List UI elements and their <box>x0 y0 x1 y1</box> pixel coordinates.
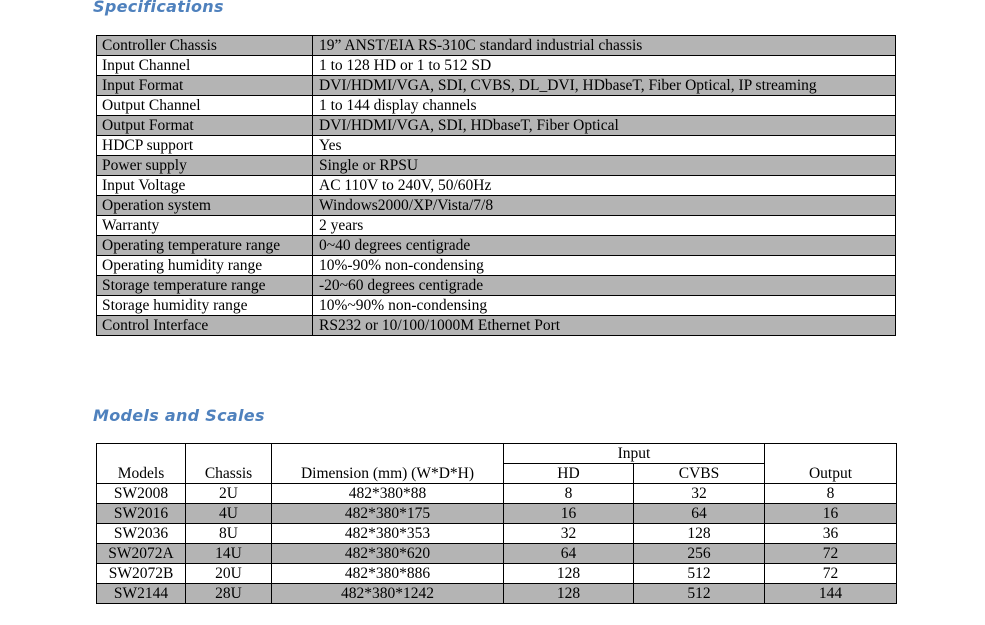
spec-label: Control Interface <box>97 316 313 336</box>
model-dimension-cell: 482*380*886 <box>272 564 504 584</box>
model-model-cell: SW2072B <box>97 564 186 584</box>
spec-label: Output Format <box>97 116 313 136</box>
model-dimension-cell: 482*380*620 <box>272 544 504 564</box>
model-row <box>97 504 897 524</box>
spec-label: Input Format <box>97 76 313 96</box>
spec-value: -20~60 degrees centigrade <box>313 276 896 296</box>
spec-value: RS232 or 10/100/1000M Ethernet Port <box>313 316 896 336</box>
spec-value: 0~40 degrees centigrade <box>313 236 896 256</box>
model-model-cell: SW2008 <box>97 484 186 504</box>
spec-row <box>97 136 896 156</box>
spec-label: Operation system <box>97 196 313 216</box>
model-row <box>97 564 897 584</box>
spec-value: 10%-90% non-condensing <box>313 256 896 276</box>
spec-row <box>97 96 896 116</box>
spec-label: Storage temperature range <box>97 276 313 296</box>
model-chassis-cell: 2U <box>186 484 272 504</box>
spec-row <box>97 116 896 136</box>
spec-row <box>97 276 896 296</box>
spec-label: HDCP support <box>97 136 313 156</box>
header-output: Output <box>765 444 897 484</box>
header-input: Input <box>504 444 765 464</box>
spec-row <box>97 256 896 276</box>
model-dimension-cell: 482*380*353 <box>272 524 504 544</box>
model-chassis-cell: 28U <box>186 584 272 604</box>
model-output-cell: 144 <box>765 584 897 604</box>
spec-label: Controller Chassis <box>97 36 313 56</box>
model-output-cell: 8 <box>765 484 897 504</box>
spec-value: AC 110V to 240V, 50/60Hz <box>313 176 896 196</box>
model-row <box>97 544 897 564</box>
header-dimension: Dimension (mm) (W*D*H) <box>272 444 504 484</box>
model-cvbs-cell: 512 <box>634 564 765 584</box>
spec-row <box>97 316 896 336</box>
spec-row <box>97 76 896 96</box>
spec-value: Windows2000/XP/Vista/7/8 <box>313 196 896 216</box>
model-hd-cell: 32 <box>504 524 634 544</box>
model-dimension-cell: 482*380*88 <box>272 484 504 504</box>
model-chassis-cell: 8U <box>186 524 272 544</box>
spec-label: Warranty <box>97 216 313 236</box>
spec-value: 1 to 128 HD or 1 to 512 SD <box>313 56 896 76</box>
model-model-cell: SW2144 <box>97 584 186 604</box>
spec-label: Input Voltage <box>97 176 313 196</box>
model-model-cell: SW2016 <box>97 504 186 524</box>
model-row <box>97 524 897 544</box>
spec-row <box>97 236 896 256</box>
spec-label: Operating humidity range <box>97 256 313 276</box>
header-cvbs: CVBS <box>634 464 765 484</box>
spec-label: Output Channel <box>97 96 313 116</box>
spec-label: Operating temperature range <box>97 236 313 256</box>
model-dimension-cell: 482*380*1242 <box>272 584 504 604</box>
model-output-cell: 36 <box>765 524 897 544</box>
model-cvbs-cell: 32 <box>634 484 765 504</box>
model-output-cell: 16 <box>765 504 897 524</box>
spec-row <box>97 36 896 56</box>
spec-row <box>97 156 896 176</box>
model-cvbs-cell: 256 <box>634 544 765 564</box>
spec-value: DVI/HDMI/VGA, SDI, HDbaseT, Fiber Optical <box>313 116 896 136</box>
spec-label: Storage humidity range <box>97 296 313 316</box>
header-hd: HD <box>504 464 634 484</box>
model-dimension-cell: 482*380*175 <box>272 504 504 524</box>
specifications-table <box>96 35 896 336</box>
spec-row <box>97 296 896 316</box>
model-hd-cell: 64 <box>504 544 634 564</box>
header-chassis: Chassis <box>186 444 272 484</box>
model-row <box>97 484 897 504</box>
model-chassis-cell: 20U <box>186 564 272 584</box>
spec-label: Input Channel <box>97 56 313 76</box>
specifications-heading: Specifications <box>93 0 224 16</box>
model-hd-cell: 16 <box>504 504 634 524</box>
model-cvbs-cell: 64 <box>634 504 765 524</box>
model-cvbs-cell: 128 <box>634 524 765 544</box>
spec-value: 10%~90% non-condensing <box>313 296 896 316</box>
spec-row <box>97 196 896 216</box>
model-hd-cell: 8 <box>504 484 634 504</box>
model-cvbs-cell: 512 <box>634 584 765 604</box>
spec-value: Yes <box>313 136 896 156</box>
model-model-cell: SW2036 <box>97 524 186 544</box>
spec-value: 19” ANST/EIA RS-310C standard industrial chassis <box>313 36 896 56</box>
models-and-scales-heading: Models and Scales <box>93 406 265 425</box>
model-chassis-cell: 4U <box>186 504 272 524</box>
spec-value: Single or RPSU <box>313 156 896 176</box>
spec-value: DVI/HDMI/VGA, SDI, CVBS, DL_DVI, HDbaseT, Fiber Optical, IP streaming <box>313 76 896 96</box>
model-hd-cell: 128 <box>504 564 634 584</box>
spec-row <box>97 216 896 236</box>
spec-row <box>97 56 896 76</box>
models-table <box>96 443 897 604</box>
spec-label: Power supply <box>97 156 313 176</box>
spec-value: 1 to 144 display channels <box>313 96 896 116</box>
model-output-cell: 72 <box>765 564 897 584</box>
spec-value: 2 years <box>313 216 896 236</box>
model-hd-cell: 128 <box>504 584 634 604</box>
model-chassis-cell: 14U <box>186 544 272 564</box>
model-output-cell: 72 <box>765 544 897 564</box>
header-models: Models <box>97 444 186 484</box>
model-row <box>97 584 897 604</box>
spec-row <box>97 176 896 196</box>
model-model-cell: SW2072A <box>97 544 186 564</box>
